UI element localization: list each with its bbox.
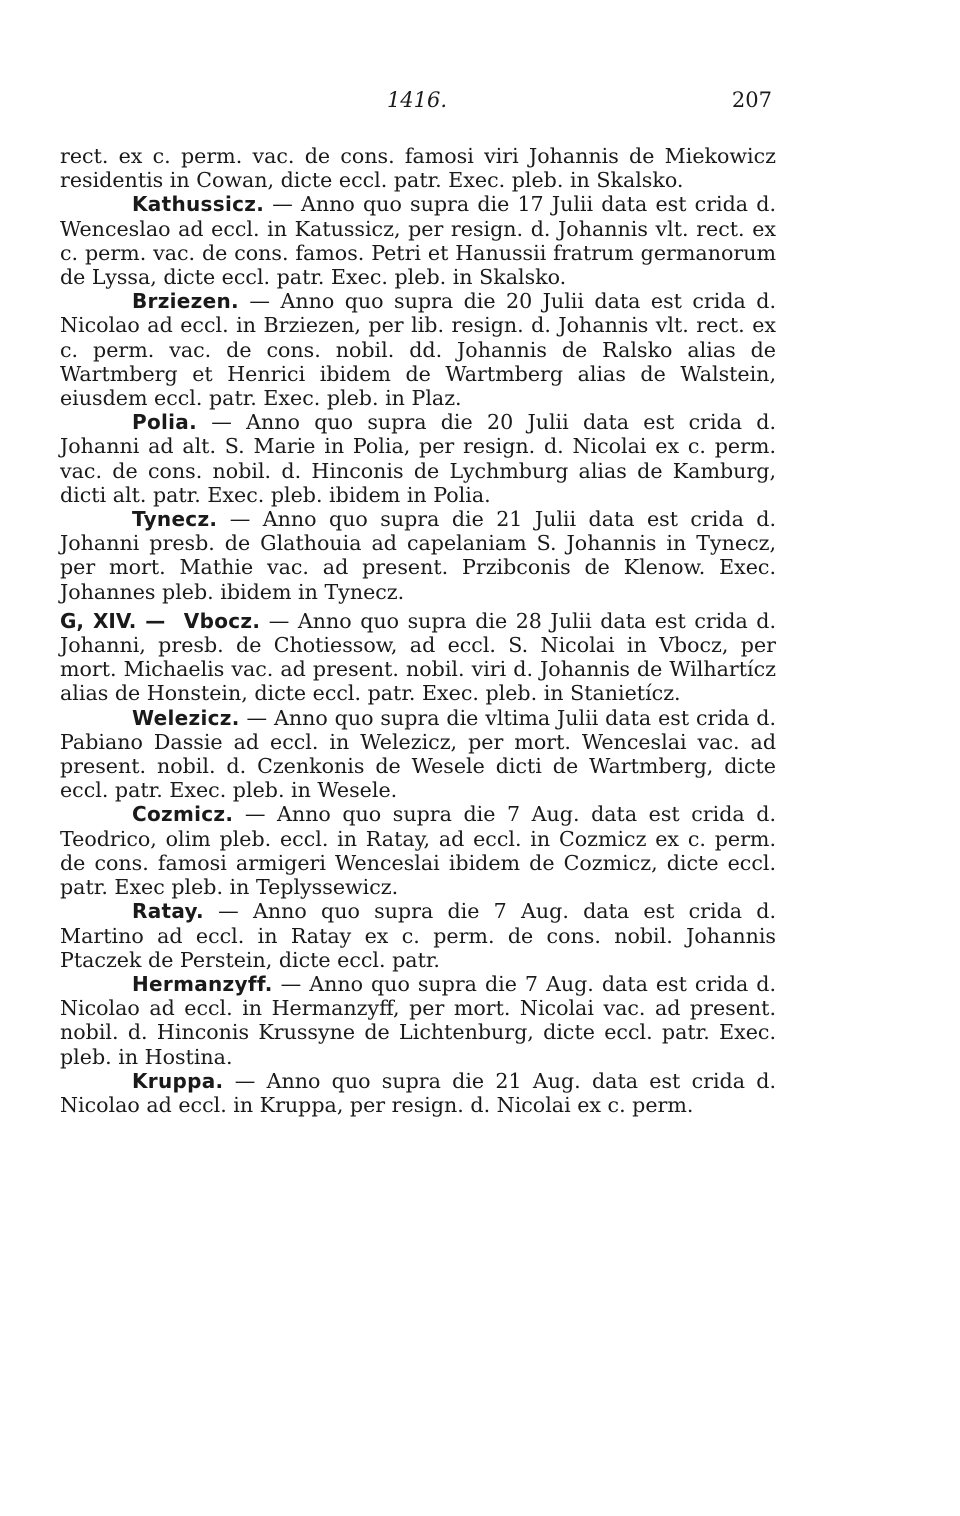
entry-kathussicz — [60, 192, 776, 289]
place-name: Hermanzyff. — [132, 971, 273, 996]
entry-text: — Anno quo supra die 21 Aug. data est crida d. Nicolao ad eccl. in Kruppa, per resign. d. Nicolai ex c. perm. — [60, 1068, 777, 1117]
running-year: 1416. — [386, 88, 448, 112]
entry-text: — Anno quo supra die 17 Julii data est crida d. Wenceslao ad eccl. in Katussicz, per resign. d. Johannis vlt. rect. ex c. perm. vac. de cons. famos. Petri et Hanussii fratrum germanorum de Lyssa, dicte eccl. patr. Exec. pleb. in Skalsko. — [60, 192, 776, 290]
entry-cozmicz — [60, 802, 776, 899]
entry-polia — [60, 410, 776, 507]
paragraph-continuation — [60, 144, 776, 192]
entry-text: — Anno quo supra die 20 Julii data est crida d. Nicolao ad eccl. in Brziezen, per lib. resign. d. Johannis vlt. rect. ex c. perm. vac. de cons. nobil. dd. Johannis de Ralsko alias de Wartmberg et Henrici ibidem de Wartmberg alias de Walstein, eiusdem eccl. patr. Exec. pleb. in Plaz. — [60, 289, 776, 411]
entry-hermanzyff — [60, 972, 776, 1069]
entry-tynecz — [60, 507, 776, 604]
place-name: Polia. — [132, 410, 198, 435]
page-number: 207 — [731, 88, 772, 112]
entry-text: — Anno quo supra die vltima Julii data est crida d. Pabiano Dassie ad eccl. in Welezicz, per mort. Wenceslai vac. ad present. nobil. d. Czenkonis de Wesele dicti de Wartmberg, dicte eccl. patr. Exec. pleb. in Wesele. — [60, 705, 777, 803]
page-body — [60, 144, 776, 1117]
entry-vbocz — [60, 609, 776, 706]
entry-text: — Anno quo supra die 21 Julii data est crida d. Johanni presb. de Glathouia ad capelaniam S. Johannis in Tynecz, per mort. Mathie vac. ad present. Przibconis de Klenow. Exec. Johannes pleb. ibidem in Tynecz. — [60, 507, 777, 604]
entry-brziezen — [60, 289, 776, 410]
place-name: Welezicz. — [132, 705, 240, 730]
section-marker: G, XIV. — — [60, 608, 166, 633]
entry-text: — Anno quo supra die 20 Julii data est crida d. Johanni ad alt. S. Marie in Polia, per resign. d. Nicolai ex c. perm. vac. de cons. nobil. d. Hinconis de Lychmburg alias de Kamburg, dicti alt. patr. Exec. pleb. ibidem in Polia. — [60, 410, 776, 507]
place-name: Tynecz. — [132, 507, 218, 532]
place-name: Kathussicz. — [132, 192, 265, 217]
place-name: Ratay. — [132, 899, 204, 924]
place-name: Brziezen. — [132, 289, 239, 314]
place-name: Kruppa. — [132, 1068, 224, 1093]
entry-text: — Anno quo supra die 28 Julii data est crida d. Johanni, presb. de Chotiessow, ad eccl. S. Nicolai in Vbocz, per mort. Michaelis vac. ad present. nobil. viri d. Johannis de Wilhartícz alias de Honstein, dicte eccl. patr. Exec. pleb. in Stanietícz. — [60, 608, 777, 706]
entry-ratay — [60, 899, 776, 972]
entry-kruppa — [60, 1069, 776, 1117]
entry-text: — Anno quo supra die 7 Aug. data est crida d. Teodrico, olim pleb. eccl. in Ratay, ad eccl. in Cozmicz ex c. perm. de cons. famosi armigeri Wenceslai ibidem de Cozmicz, dicte eccl. patr. Exec pleb. in Teplyssewicz. — [60, 802, 776, 900]
entry-text: — Anno quo supra die 7 Aug. data est crida d. Martino ad eccl. in Ratay ex c. perm. de cons. nobil. Johannis Ptaczek de Perstein, dicte eccl. patr. — [60, 899, 776, 972]
place-name: Cozmicz. — [132, 802, 234, 827]
paragraph-text: rect. ex c. perm. vac. de cons. famosi viri Johannis de Miekowicz residentis in Cowan, dicte eccl. patr. Exec. pleb. in Skalsko. — [60, 144, 776, 193]
entry-text: — Anno quo supra die 7 Aug. data est crida d. Nicolao ad eccl. in Hermanzyff, per mort. Nicolai vac. ad present. nobil. d. Hinconis Krussyne de Lichtenburg, dicte eccl. patr. Exec. pleb. in Hostina. — [60, 971, 776, 1069]
running-header — [62, 88, 772, 122]
entry-welezicz — [60, 706, 776, 803]
place-name: Vbocz. — [183, 608, 261, 633]
